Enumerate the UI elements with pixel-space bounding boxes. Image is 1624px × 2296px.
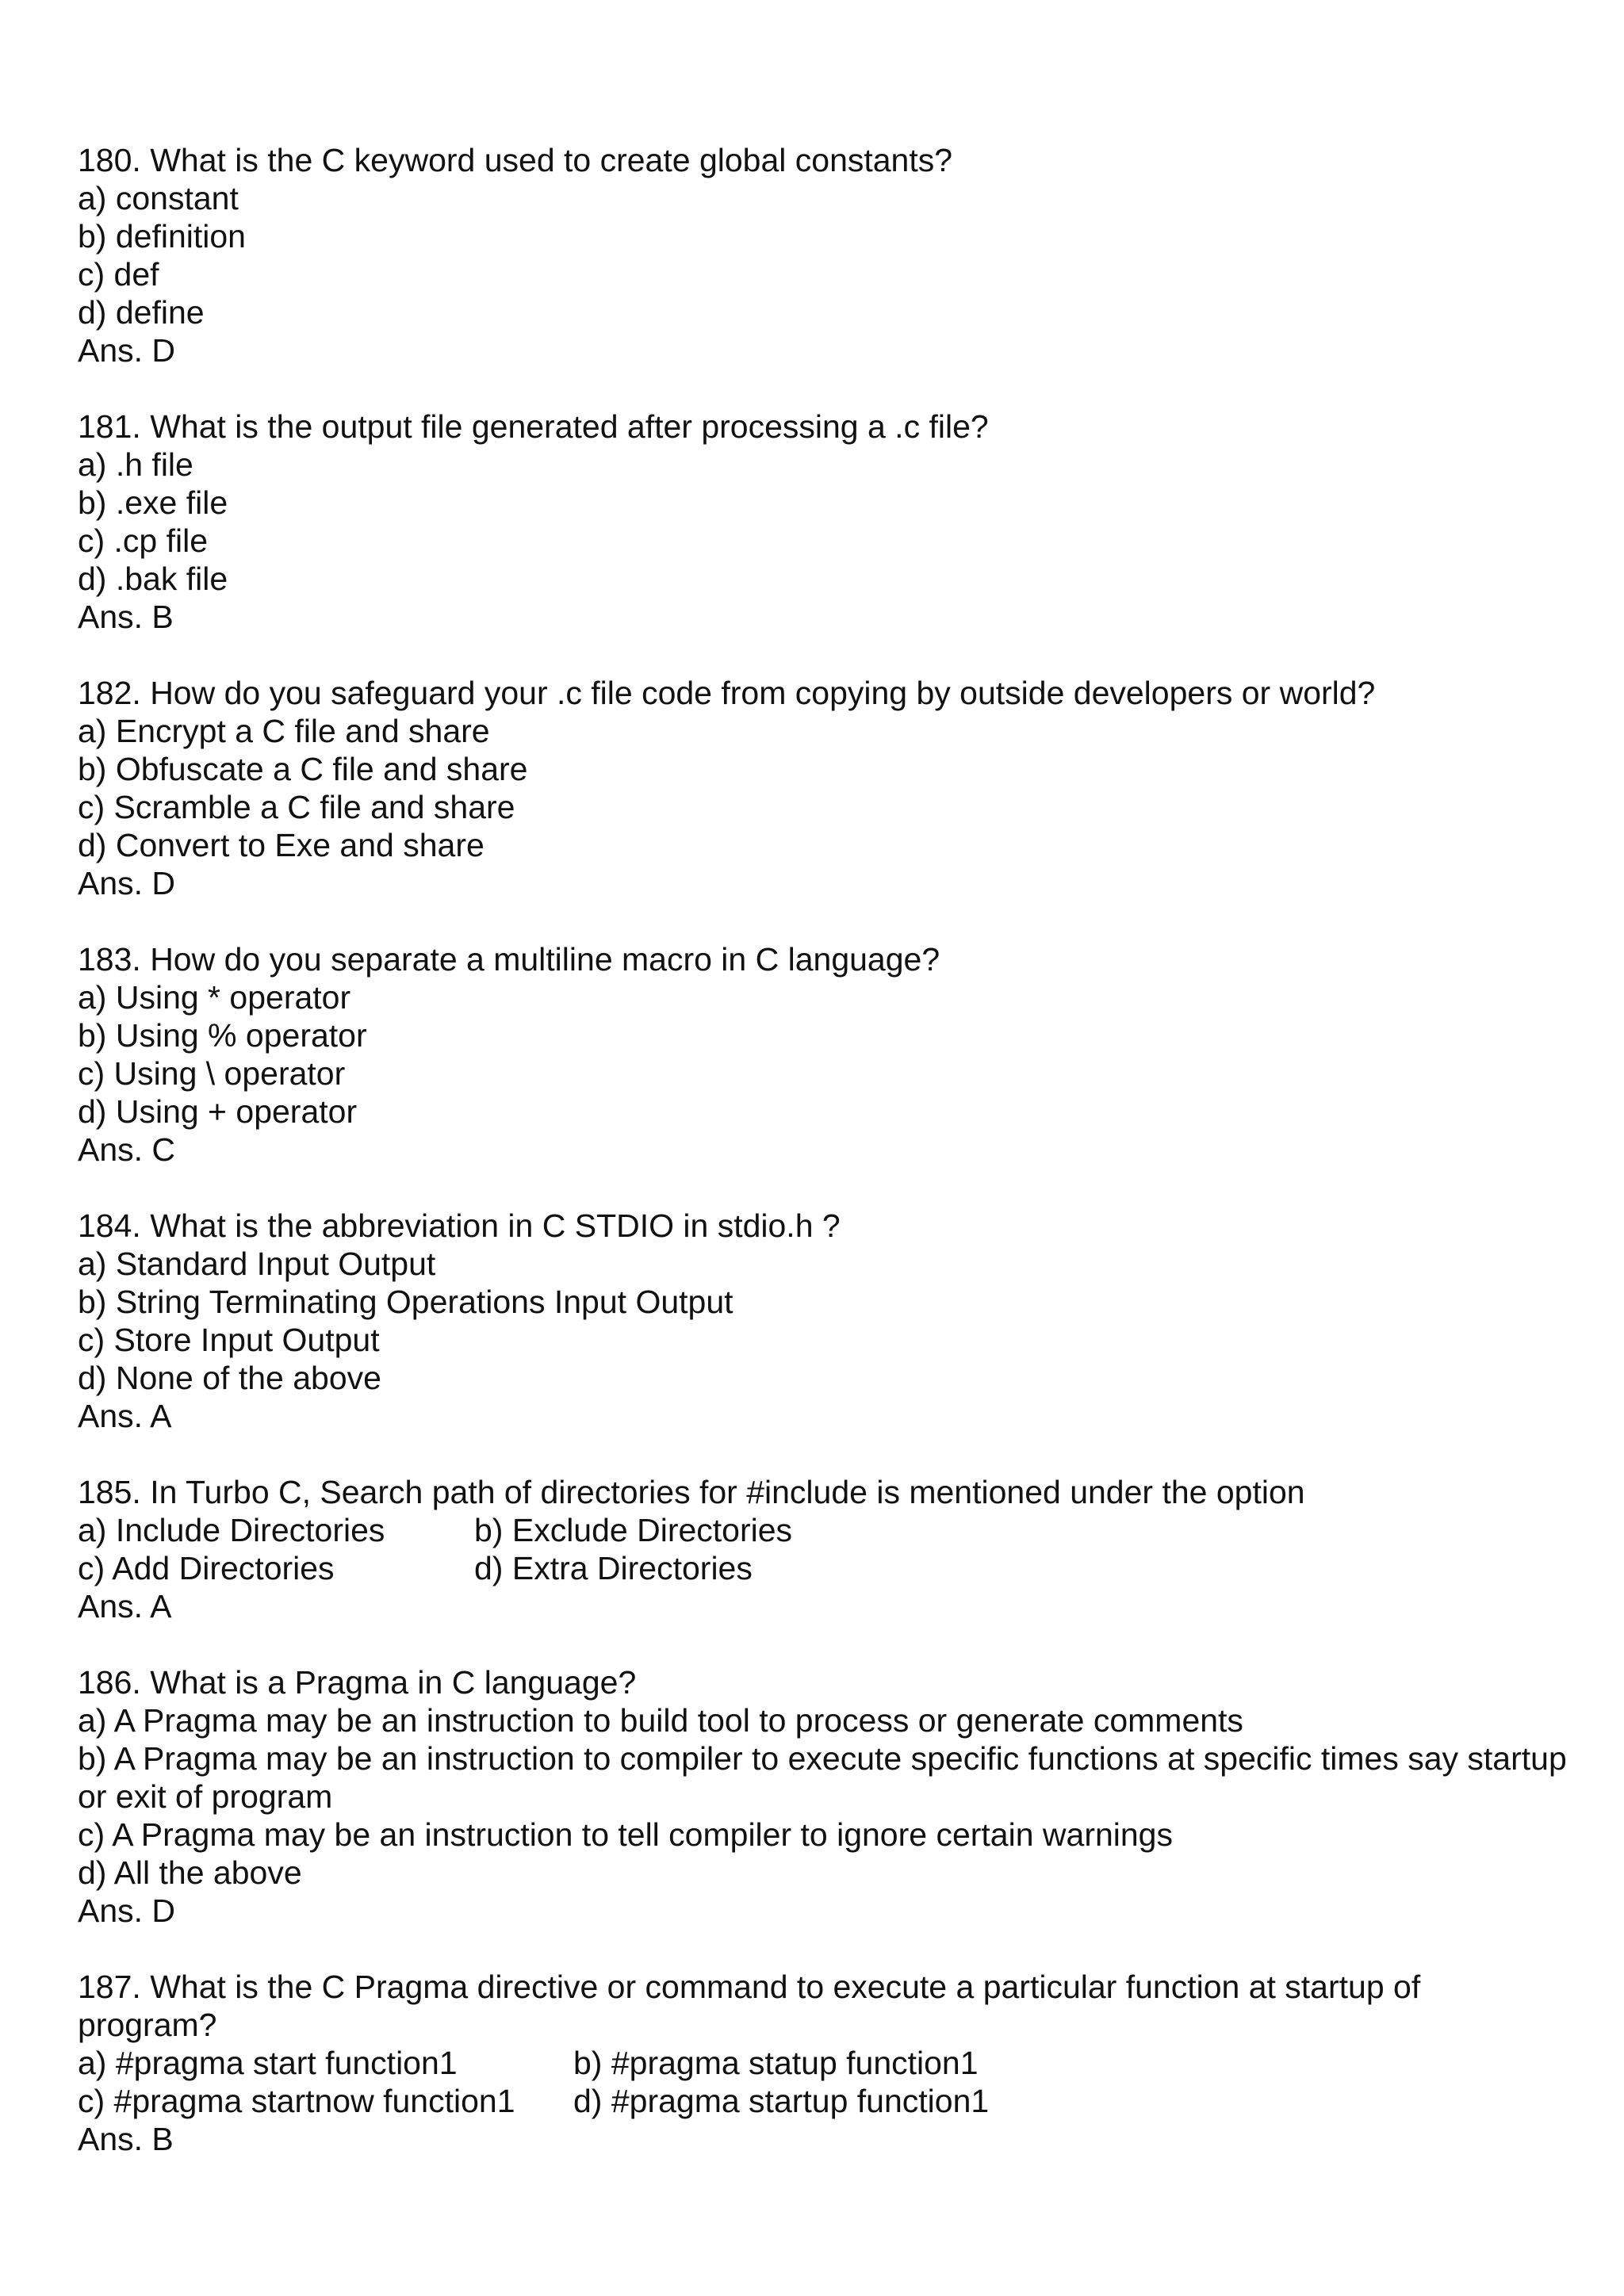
- option-a: a) Using * operator: [78, 979, 351, 1016]
- option-d: d) All the above: [78, 1854, 302, 1891]
- option-a: a) A Pragma may be an instruction to build tool to process or generate comments: [78, 1702, 1243, 1739]
- question-text: 184. What is the abbreviation in C STDIO in stdio.h ?: [78, 1207, 841, 1244]
- option-b: b) .exe file: [78, 484, 228, 521]
- question-181: [78, 408, 1568, 636]
- option-c: c) Add Directories: [78, 1550, 335, 1586]
- question-185: [78, 1473, 1568, 1625]
- option-a: a) Standard Input Output: [78, 1246, 436, 1282]
- question-text: 185. In Turbo C, Search path of directories for #include is mentioned under the option: [78, 1474, 1305, 1510]
- option-row: [78, 2044, 1568, 2082]
- option-b: b) Exclude Directories: [474, 1512, 793, 1548]
- option-b: b) Using % operator: [78, 1017, 367, 1054]
- answer: Ans. D: [78, 332, 176, 369]
- option-c: c) Scramble a C file and share: [78, 789, 515, 825]
- question-text: 181. What is the output file generated after processing a .c file?: [78, 408, 989, 445]
- answer: Ans. C: [78, 1131, 176, 1168]
- option-a: a) #pragma start function1: [78, 2045, 458, 2081]
- question-186: [78, 1663, 1568, 1930]
- option-row: [78, 2082, 1568, 2120]
- question-182: [78, 674, 1568, 902]
- option-c: c) Using \ operator: [78, 1055, 346, 1092]
- question-183: [78, 940, 1568, 1169]
- option-b: b) A Pragma may be an instruction to compiler to execute specific functions at specific times say startup or exit of program: [78, 1740, 1567, 1815]
- answer: Ans. D: [78, 1892, 176, 1929]
- option-d: d) Convert to Exe and share: [78, 827, 485, 863]
- question-text: 183. How do you separate a multiline macro in C language?: [78, 941, 940, 978]
- answer: Ans. B: [78, 599, 174, 635]
- question-text: 182. How do you safeguard your .c file code from copying by outside developers or world?: [78, 675, 1376, 711]
- option-d: d) Extra Directories: [474, 1550, 753, 1586]
- option-d: d) define: [78, 294, 205, 331]
- option-d: d) None of the above: [78, 1360, 381, 1396]
- question-text: 180. What is the C keyword used to create global constants?: [78, 142, 953, 178]
- option-b: b) definition: [78, 218, 246, 254]
- option-d: d) #pragma startup function1: [573, 2083, 990, 2119]
- question-document: [78, 141, 1568, 2196]
- option-c: c) #pragma startnow function1: [78, 2083, 515, 2119]
- answer: Ans. D: [78, 865, 176, 901]
- option-a: a) .h file: [78, 446, 193, 483]
- option-c: c) A Pragma may be an instruction to tell compiler to ignore certain warnings: [78, 1816, 1173, 1853]
- answer: Ans. A: [78, 1588, 172, 1624]
- question-180: [78, 141, 1568, 369]
- option-c: c) def: [78, 256, 159, 293]
- answer: Ans. B: [78, 2121, 174, 2157]
- option-a: a) Include Directories: [78, 1512, 385, 1548]
- option-c: c) Store Input Output: [78, 1322, 380, 1358]
- question-184: [78, 1207, 1568, 1435]
- option-d: d) .bak file: [78, 561, 228, 597]
- option-c: c) .cp file: [78, 522, 209, 559]
- option-d: d) Using + operator: [78, 1093, 358, 1130]
- question-text: 187. What is the C Pragma directive or command to execute a particular function at startup of program?: [78, 1969, 1421, 2043]
- question-187: [78, 1968, 1568, 2158]
- option-b: b) Obfuscate a C file and share: [78, 751, 528, 787]
- option-a: a) constant: [78, 180, 239, 216]
- option-b: b) #pragma statup function1: [573, 2045, 979, 2081]
- question-text: 186. What is a Pragma in C language?: [78, 1664, 637, 1701]
- option-row: [78, 1549, 1568, 1587]
- answer: Ans. A: [78, 1398, 172, 1434]
- option-row: [78, 1511, 1568, 1549]
- option-a: a) Encrypt a C file and share: [78, 713, 490, 749]
- option-b: b) String Terminating Operations Input Output: [78, 1284, 733, 1320]
